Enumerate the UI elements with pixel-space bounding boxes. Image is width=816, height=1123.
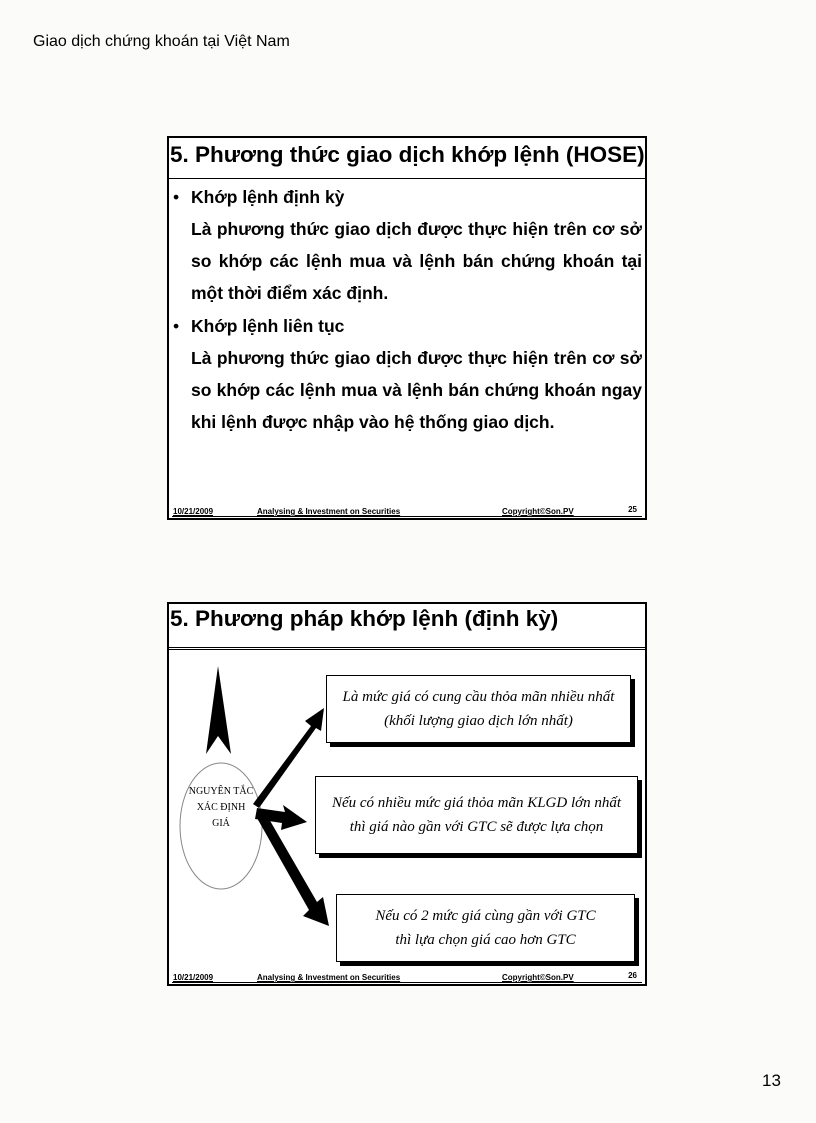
slide-title: 5. Phương thức giao dịch khớp lệnh (HOSE)	[169, 138, 645, 179]
rule-box-2	[315, 776, 638, 854]
page-number: 13	[762, 1071, 781, 1090]
footer-copyright: Copyright©Son.PV	[502, 973, 574, 982]
footer-copyright: Copyright©Son.PV	[502, 507, 574, 516]
bullet-heading	[169, 311, 645, 342]
spike-shape	[206, 666, 231, 754]
rule-box-1	[326, 675, 631, 743]
principle-label	[181, 784, 261, 832]
bullet-list	[169, 182, 645, 440]
oval-label-line: GIÁ	[212, 818, 230, 829]
slide-footer	[172, 503, 642, 517]
footer-course: Analysing & Investment on Securities	[257, 507, 401, 516]
slide-26	[167, 602, 647, 986]
footer-date: 10/21/2009	[173, 507, 214, 516]
bullet-dot: •	[173, 316, 180, 336]
rule-box-line: Nếu có nhiều mức giá thỏa mãn KLGD lớn nhất	[331, 795, 622, 811]
slide-25	[167, 136, 647, 520]
footer-date: 10/21/2009	[173, 973, 214, 982]
oval-label-line: XÁC ĐỊNH	[196, 802, 246, 813]
rule-box-line: Là mức giá có cung cầu thỏa mãn nhiều nhất	[342, 689, 615, 705]
rule-box-3	[336, 894, 635, 962]
bullet-description: Là phương thức giao dịch được thực hiện trên cơ sở so khớp các lệnh mua và lệnh bán chứng khoán tại một thời điểm xác định.	[191, 219, 642, 303]
oval-label-line: NGUYÊN TẮC	[188, 786, 254, 797]
bullet-heading	[169, 182, 645, 213]
arrow-to-box1	[253, 708, 324, 808]
rule-box-line: thì lựa chọn giá cao hơn GTC	[395, 932, 576, 948]
bullet-description: Là phương thức giao dịch được thực hiện trên cơ sở so khớp các lệnh mua và lệnh bán chứng khoán ngay khi lệnh được nhập vào hệ thống giao dịch.	[191, 348, 642, 432]
bullet-dot: •	[173, 187, 180, 207]
bullet-heading-text: Khớp lệnh định kỳ	[191, 187, 345, 207]
footer-slide-number: 25	[628, 505, 637, 514]
slide-footer	[172, 969, 642, 983]
rule-box-line: (khối lượng giao dịch lớn nhất)	[384, 713, 573, 729]
bullet-heading-text: Khớp lệnh liên tục	[191, 316, 345, 336]
footer-slide-number: 26	[628, 971, 637, 980]
rule-box-line: Nếu có 2 mức giá cùng gần với GTC	[375, 908, 596, 924]
document-header: Giao dịch chứng khoán tại Việt Nam	[33, 33, 290, 50]
slide-title: 5. Phương pháp khớp lệnh (định kỳ)	[169, 604, 645, 650]
footer-course: Analysing & Investment on Securities	[257, 973, 401, 982]
rule-box-line: thì giá nào gần với GTC sẽ được lựa chọn	[349, 819, 604, 835]
